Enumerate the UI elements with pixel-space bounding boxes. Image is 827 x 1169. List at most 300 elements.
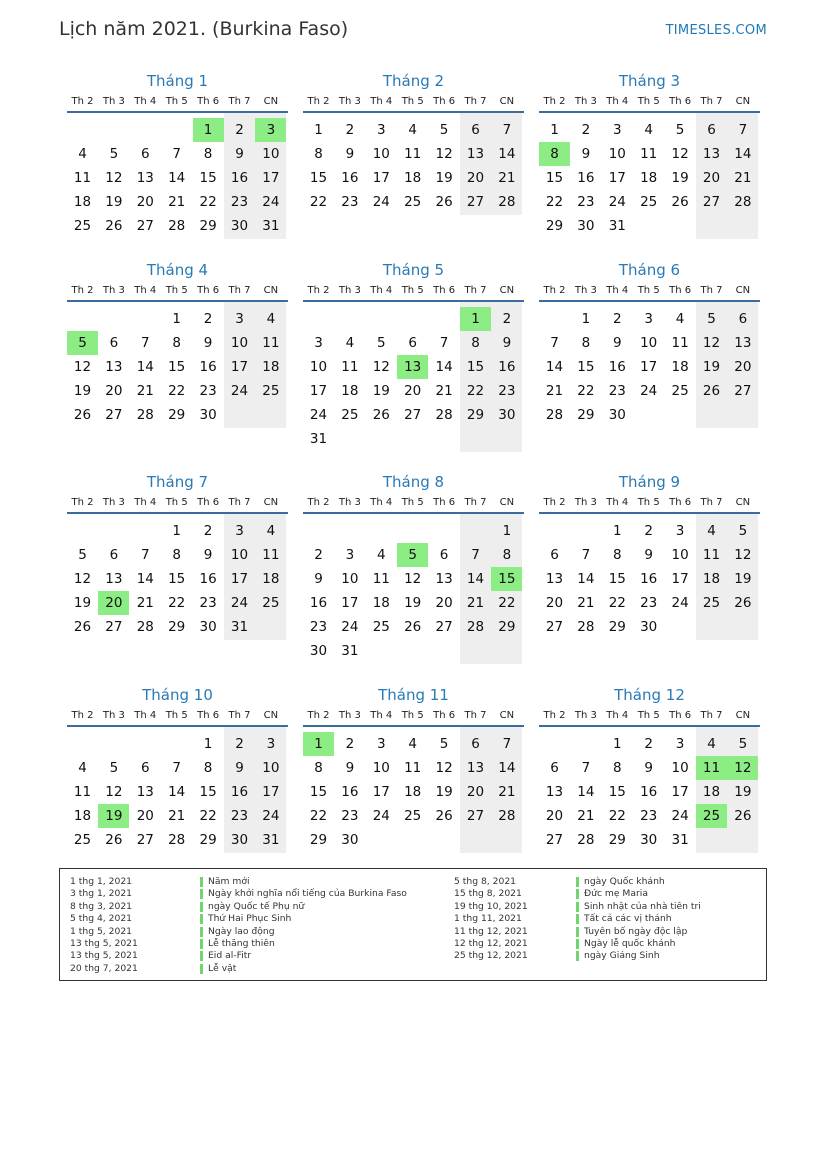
day-cell: 29: [577, 407, 595, 423]
day-cell: 23: [341, 808, 359, 824]
day-cell: 1: [613, 736, 622, 752]
weekday-label: Th 3: [102, 96, 125, 107]
day-cell: 13: [105, 571, 123, 587]
day-cell: 22: [309, 194, 328, 210]
day-cell: 8: [314, 760, 323, 776]
day-cell: 25: [404, 194, 422, 210]
weekday-label: Th 4: [370, 285, 393, 296]
day-cell: 28: [466, 619, 485, 635]
day-cell: 19: [73, 383, 92, 399]
day-cell: 3: [235, 311, 244, 327]
day-cell: 27: [105, 619, 123, 635]
day-cell: 7: [738, 122, 748, 138]
day-cell: 16: [640, 571, 658, 587]
weekday-label: Th 4: [606, 497, 629, 508]
weekday-label: Th 5: [401, 497, 424, 508]
weekday-label: Th 2: [71, 710, 94, 721]
day-cell: 29: [168, 619, 186, 635]
day-cell: 24: [262, 194, 280, 210]
day-cell: 2: [235, 736, 244, 752]
day-cell: 18: [702, 784, 721, 800]
day-cell: 2: [581, 122, 591, 138]
holiday-day-cell: 13: [397, 355, 428, 379]
holiday-day-cell: 15: [491, 567, 522, 591]
weekday-label: Th 6: [433, 710, 456, 721]
day-cell: 1: [172, 523, 181, 539]
weekday-label: Th 6: [433, 285, 456, 296]
day-cell: 25: [372, 619, 390, 635]
day-cell: 26: [734, 808, 752, 824]
day-cell: 20: [136, 194, 154, 210]
weekday-label: Th 2: [71, 497, 94, 508]
weekday-label: CN: [263, 96, 279, 107]
day-cell: 21: [136, 595, 154, 611]
day-cell: 4: [266, 523, 276, 539]
holiday-day-cell: 1: [303, 732, 334, 756]
day-cell: 9: [345, 146, 355, 162]
day-cell: 8: [502, 547, 512, 563]
day-cell: 24: [640, 383, 658, 399]
day-cell: 20: [545, 595, 564, 611]
holiday-name: Đức mẹ Maria: [584, 888, 648, 900]
day-cell: 25: [73, 832, 92, 848]
day-cell: 20: [105, 383, 123, 399]
day-cell: 18: [372, 595, 390, 611]
weekday-label: CN: [499, 497, 515, 508]
day-cell: 13: [105, 359, 123, 375]
day-cell: 1: [581, 311, 591, 327]
day-cell: 21: [498, 170, 516, 186]
day-cell: 2: [314, 547, 323, 563]
day-cell: 17: [309, 383, 328, 399]
day-cell: 10: [671, 547, 689, 563]
weekday-label: Th 4: [370, 710, 393, 721]
day-cell: 24: [608, 194, 626, 210]
holiday-marker: [576, 914, 579, 924]
day-cell: 19: [435, 784, 453, 800]
day-cell: 24: [230, 383, 249, 399]
day-cell: 23: [199, 383, 217, 399]
holiday-date: 12 thg 12, 2021: [454, 937, 528, 949]
day-cell: 27: [466, 194, 485, 210]
day-cell: 5: [675, 122, 685, 138]
holiday-name: Tuyên bố ngày độc lập: [584, 925, 688, 937]
day-cell: 12: [435, 760, 453, 776]
header-divider: [67, 725, 288, 727]
month-title: Tháng 1: [146, 72, 209, 90]
day-cell: 14: [136, 571, 154, 587]
month-title: Tháng 3: [618, 72, 681, 90]
header-divider: [539, 111, 760, 113]
day-cell: 29: [199, 218, 217, 234]
day-cell: 20: [702, 170, 721, 186]
day-cell: 6: [109, 335, 119, 351]
weekday-label: Th 3: [102, 710, 125, 721]
day-cell: 16: [577, 170, 595, 186]
day-cell: 18: [640, 170, 658, 186]
site-link[interactable]: TIMESLES.COM: [665, 23, 767, 38]
day-cell: 26: [372, 407, 390, 423]
day-cell: 14: [435, 359, 453, 375]
weekday-label: CN: [735, 710, 751, 721]
day-cell: 21: [136, 383, 154, 399]
day-cell: 2: [644, 736, 653, 752]
day-cell: 17: [230, 359, 249, 375]
weekday-label: Th 6: [197, 497, 220, 508]
holiday-day-cell: 3: [255, 118, 286, 142]
holiday-marker: [576, 927, 579, 937]
day-cell: 26: [404, 619, 422, 635]
holiday-marker: [200, 939, 203, 949]
day-cell: 10: [262, 760, 280, 776]
weekday-label: Th 3: [574, 497, 597, 508]
day-cell: 11: [262, 335, 280, 351]
day-cell: 27: [702, 194, 721, 210]
day-cell: 25: [640, 194, 658, 210]
day-cell: 15: [545, 170, 564, 186]
day-cell: 16: [199, 571, 217, 587]
weekday-label: Th 7: [228, 285, 251, 296]
day-cell: 30: [199, 619, 217, 635]
weekday-label: Th 6: [669, 710, 692, 721]
day-cell: 13: [136, 170, 154, 186]
day-cell: 10: [372, 146, 390, 162]
holiday-name: Năm mới: [208, 876, 250, 887]
day-cell: 16: [230, 170, 249, 186]
day-cell: 28: [577, 619, 595, 635]
day-cell: 19: [734, 571, 752, 587]
holiday-marker: [576, 939, 579, 949]
weekday-label: Th 4: [134, 96, 157, 107]
day-cell: 4: [707, 523, 716, 539]
day-cell: 12: [702, 335, 721, 351]
day-cell: 16: [498, 359, 516, 375]
day-cell: 31: [671, 832, 689, 848]
day-cell: 17: [608, 170, 626, 186]
day-cell: 28: [136, 407, 154, 423]
day-cell: 15: [199, 784, 217, 800]
day-cell: 14: [168, 784, 186, 800]
page-title: Lịch năm 2021. (Burkina Faso): [59, 18, 349, 40]
holiday-name: ngày Quốc tế Phụ nữ: [208, 900, 305, 912]
day-cell: 24: [671, 595, 689, 611]
day-cell: 11: [341, 359, 359, 375]
holiday-day-cell: 11: [696, 756, 727, 780]
day-cell: 9: [235, 146, 244, 162]
day-cell: 26: [105, 832, 123, 848]
weekday-label: Th 5: [165, 497, 188, 508]
month-title: Tháng 12: [614, 686, 685, 704]
day-cell: 11: [404, 760, 422, 776]
day-cell: 4: [266, 311, 276, 327]
day-cell: 27: [545, 832, 564, 848]
day-cell: 30: [577, 218, 595, 234]
day-cell: 17: [262, 170, 280, 186]
day-cell: 18: [73, 808, 92, 824]
day-cell: 30: [309, 643, 328, 659]
day-cell: 15: [168, 571, 186, 587]
day-cell: 29: [498, 619, 516, 635]
legend-row: [70, 901, 370, 913]
holiday-date: 15 thg 8, 2021: [454, 888, 522, 900]
weekday-label: Th 7: [464, 285, 487, 296]
day-cell: 4: [408, 122, 417, 138]
day-cell: 26: [73, 407, 92, 423]
weekday-label: Th 5: [637, 497, 660, 508]
weekday-label: Th 7: [700, 497, 723, 508]
day-cell: 9: [644, 547, 653, 563]
weekday-label: Th 4: [134, 710, 157, 721]
weekday-label: Th 5: [165, 96, 188, 107]
weekday-label: Th 5: [637, 710, 660, 721]
holiday-legend: [59, 868, 767, 981]
day-cell: 1: [203, 736, 213, 752]
day-cell: 12: [372, 359, 390, 375]
weekday-label: Th 3: [574, 285, 597, 296]
day-cell: 3: [314, 335, 323, 351]
day-cell: 3: [613, 122, 622, 138]
weekday-label: CN: [263, 497, 279, 508]
legend-row: [454, 950, 754, 962]
day-cell: 24: [230, 595, 249, 611]
weekday-label: Th 6: [669, 285, 692, 296]
day-cell: 6: [707, 122, 716, 138]
weekday-label: Th 2: [543, 710, 566, 721]
legend-row: [70, 963, 370, 975]
header-divider: [67, 512, 288, 514]
day-cell: 16: [309, 595, 328, 611]
day-cell: 8: [613, 547, 622, 563]
day-cell: 28: [136, 619, 154, 635]
holiday-date: 1 thg 11, 2021: [454, 913, 522, 925]
day-cell: 6: [471, 122, 480, 138]
day-cell: 23: [608, 383, 626, 399]
holiday-marker: [576, 877, 579, 887]
day-cell: 8: [203, 146, 213, 162]
day-cell: 6: [439, 547, 449, 563]
day-cell: 5: [738, 523, 748, 539]
day-cell: 25: [404, 808, 422, 824]
day-cell: 13: [734, 335, 752, 351]
day-cell: 22: [168, 383, 186, 399]
weekday-label: Th 4: [134, 285, 157, 296]
weekday-label: Th 2: [543, 285, 566, 296]
day-cell: 24: [372, 194, 390, 210]
day-cell: 4: [644, 122, 653, 138]
weekday-label: Th 6: [669, 96, 692, 107]
day-cell: 3: [266, 736, 276, 752]
day-cell: 7: [502, 122, 512, 138]
day-cell: 13: [545, 571, 564, 587]
day-cell: 17: [372, 784, 390, 800]
day-cell: 15: [199, 170, 217, 186]
day-cell: 5: [78, 547, 87, 563]
day-cell: 14: [498, 146, 516, 162]
weekday-label: Th 6: [669, 497, 692, 508]
legend-row: [70, 913, 370, 925]
day-cell: 1: [502, 523, 512, 539]
day-cell: 8: [471, 335, 480, 351]
day-cell: 9: [235, 760, 244, 776]
day-cell: 30: [640, 619, 658, 635]
weekday-label: Th 6: [197, 285, 220, 296]
day-cell: 30: [640, 832, 658, 848]
holiday-day-cell: 25: [696, 804, 727, 828]
day-cell: 29: [608, 619, 626, 635]
weekday-label: Th 5: [401, 710, 424, 721]
holiday-date: 1 thg 5, 2021: [70, 925, 133, 937]
day-cell: 21: [435, 383, 453, 399]
weekday-label: Th 2: [307, 285, 330, 296]
holiday-marker: [200, 877, 203, 887]
month-title: Tháng 2: [382, 72, 445, 90]
day-cell: 18: [262, 571, 280, 587]
day-cell: 27: [136, 218, 154, 234]
day-cell: 29: [466, 407, 485, 423]
day-cell: 28: [734, 194, 752, 210]
weekday-label: CN: [735, 497, 751, 508]
day-cell: 19: [404, 595, 422, 611]
weekday-label: Th 3: [338, 96, 361, 107]
day-cell: 4: [345, 335, 355, 351]
holiday-date: 20 thg 7, 2021: [70, 962, 138, 974]
holiday-name: Tất cả các vị thánh: [584, 913, 672, 925]
day-cell: 11: [640, 146, 658, 162]
day-cell: 22: [498, 595, 516, 611]
day-cell: 21: [498, 784, 516, 800]
holiday-day-cell: 5: [67, 331, 98, 355]
day-cell: 27: [435, 619, 453, 635]
day-cell: 23: [577, 194, 595, 210]
day-cell: 25: [341, 407, 359, 423]
weekday-label: Th 7: [700, 710, 723, 721]
day-cell: 24: [372, 808, 390, 824]
day-cell: 25: [73, 218, 92, 234]
legend-row: [454, 888, 754, 900]
day-cell: 12: [73, 359, 92, 375]
header-divider: [539, 300, 760, 302]
day-cell: 7: [502, 736, 512, 752]
day-cell: 30: [608, 407, 626, 423]
month-title: Tháng 4: [146, 261, 209, 279]
day-cell: 19: [734, 784, 752, 800]
month-title: Tháng 7: [146, 473, 209, 491]
weekday-label: Th 5: [637, 96, 660, 107]
day-cell: 12: [734, 547, 752, 563]
weekday-label: CN: [499, 710, 515, 721]
day-cell: 11: [262, 547, 280, 563]
holiday-marker: [200, 951, 203, 961]
day-cell: 31: [341, 643, 359, 659]
day-cell: 29: [608, 832, 626, 848]
header-divider: [303, 512, 524, 514]
legend-row: [70, 926, 370, 938]
day-cell: 4: [675, 311, 685, 327]
holiday-name: Lễ vật: [208, 962, 237, 974]
day-cell: 26: [435, 808, 453, 824]
day-cell: 16: [640, 784, 658, 800]
holiday-day-cell: 1: [193, 118, 224, 142]
weekday-label: Th 3: [338, 285, 361, 296]
weekday-label: Th 4: [606, 710, 629, 721]
holiday-name: Ngày lao động: [208, 925, 275, 937]
day-cell: 5: [439, 122, 449, 138]
weekday-label: Th 4: [606, 96, 629, 107]
day-cell: 13: [136, 784, 154, 800]
day-cell: 7: [141, 547, 150, 563]
day-cell: 31: [262, 218, 280, 234]
day-cell: 24: [309, 407, 328, 423]
holiday-date: 19 thg 10, 2021: [454, 900, 528, 912]
legend-column: [70, 876, 407, 975]
day-cell: 5: [109, 760, 119, 776]
holiday-day-cell: 20: [98, 591, 129, 615]
day-cell: 31: [230, 619, 249, 635]
day-cell: 5: [377, 335, 386, 351]
legend-row: [454, 938, 754, 950]
day-cell: 6: [141, 146, 150, 162]
day-cell: 18: [404, 784, 422, 800]
month-title: Tháng 9: [618, 473, 681, 491]
day-cell: 2: [345, 736, 355, 752]
day-cell: 23: [640, 808, 658, 824]
day-cell: 11: [372, 571, 390, 587]
day-cell: 11: [404, 146, 422, 162]
day-cell: 22: [608, 595, 626, 611]
holiday-name: Lễ thăng thiên: [208, 937, 275, 949]
day-cell: 14: [136, 359, 154, 375]
holiday-marker: [576, 951, 579, 961]
day-cell: 13: [466, 760, 485, 776]
day-cell: 31: [309, 431, 328, 447]
day-cell: 5: [439, 736, 449, 752]
holiday-name: Ngày khởi nghĩa nổi tiếng của Burkina Faso: [208, 888, 407, 900]
holiday-marker: [576, 889, 579, 899]
weekday-label: Th 2: [307, 710, 330, 721]
day-cell: 20: [435, 595, 453, 611]
day-cell: 23: [230, 808, 249, 824]
day-cell: 30: [199, 407, 217, 423]
day-cell: 28: [545, 407, 564, 423]
day-cell: 23: [230, 194, 249, 210]
holiday-marker: [200, 964, 203, 974]
day-cell: 22: [309, 808, 328, 824]
day-cell: 18: [702, 571, 721, 587]
legend-row: [454, 876, 754, 888]
weekday-label: Th 7: [228, 710, 251, 721]
day-cell: 22: [168, 595, 186, 611]
month-title: Tháng 6: [618, 261, 681, 279]
day-cell: 9: [314, 571, 323, 587]
day-cell: 1: [314, 122, 323, 138]
day-cell: 26: [435, 194, 453, 210]
day-cell: 9: [581, 146, 591, 162]
day-cell: 3: [644, 311, 653, 327]
day-cell: 8: [613, 760, 622, 776]
day-cell: 7: [172, 760, 181, 776]
legend-row: [454, 901, 754, 913]
holiday-date: 1 thg 1, 2021: [70, 876, 133, 887]
day-cell: 3: [235, 523, 244, 539]
day-cell: 16: [341, 784, 359, 800]
weekday-label: Th 2: [543, 96, 566, 107]
day-cell: 21: [577, 808, 595, 824]
legend-row: [454, 926, 754, 938]
day-cell: 8: [172, 335, 181, 351]
day-cell: 2: [235, 122, 244, 138]
day-cell: 29: [199, 832, 217, 848]
day-cell: 26: [671, 194, 689, 210]
